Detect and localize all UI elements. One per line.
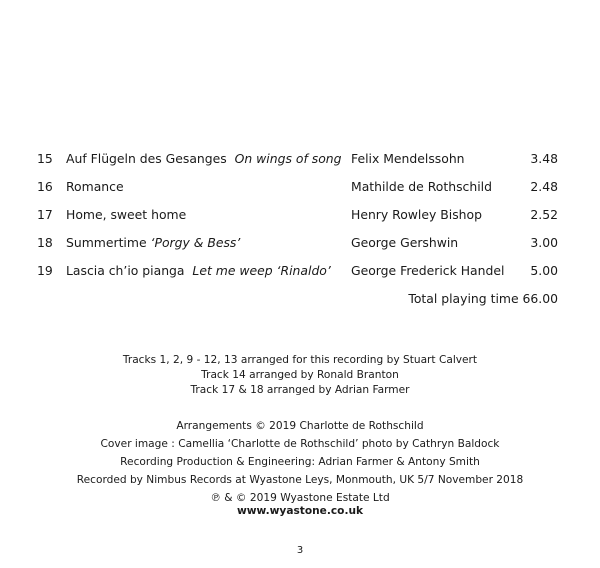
track-title-subtitle: ‘Porgy & Bess’ bbox=[150, 235, 241, 250]
track-number: 19 bbox=[37, 263, 53, 278]
track-composer: Mathilde de Rothschild bbox=[351, 179, 492, 194]
arrangement-note: Track 14 arranged by Ronald Branton bbox=[201, 369, 399, 381]
track-row bbox=[0, 234, 600, 262]
track-duration: 3.00 bbox=[530, 235, 558, 250]
track-row bbox=[0, 206, 600, 234]
track-title bbox=[66, 234, 240, 252]
arrangement-note: Tracks 1, 2, 9 - 12, 13 arranged for this recording by Stuart Calvert bbox=[122, 354, 478, 366]
track-composer: George Frederick Handel bbox=[351, 263, 505, 278]
track-title-main: Lascia ch’io pianga bbox=[66, 263, 185, 278]
track-title: Romance bbox=[66, 179, 124, 194]
track-row bbox=[0, 178, 600, 206]
credit-line: Cover image : Camellia ‘Charlotte de Rothschild’ photo by Cathryn Baldock bbox=[100, 438, 500, 450]
track-title-subtitle: Let me weep ‘Rinaldo’ bbox=[192, 263, 331, 278]
track-title-main: Auf Flügeln des Gesanges bbox=[66, 151, 227, 166]
track-number: 17 bbox=[37, 207, 53, 222]
track-number: 18 bbox=[37, 235, 53, 250]
page-number: 3 bbox=[296, 545, 304, 556]
credit-line: Recording Production & Engineering: Adrian Farmer & Antony Smith bbox=[120, 456, 480, 468]
track-title bbox=[66, 150, 342, 168]
credit-line: ℗ & © 2019 Wyastone Estate Ltd bbox=[210, 492, 390, 504]
track-title bbox=[66, 262, 331, 280]
track-title: Home, sweet home bbox=[66, 207, 187, 222]
track-list bbox=[0, 150, 600, 290]
track-title-subtitle: On wings of song bbox=[234, 151, 342, 166]
track-duration: 2.52 bbox=[530, 207, 558, 222]
track-duration: 2.48 bbox=[530, 179, 558, 194]
track-number: 16 bbox=[37, 179, 53, 194]
track-row bbox=[0, 150, 600, 178]
track-row bbox=[0, 262, 600, 290]
website-link[interactable]: www.wyastone.co.uk bbox=[236, 505, 364, 517]
production-credits bbox=[0, 417, 600, 507]
track-composer: George Gershwin bbox=[351, 235, 459, 250]
track-composer: Felix Mendelssohn bbox=[351, 151, 465, 166]
track-composer: Henry Rowley Bishop bbox=[351, 207, 482, 222]
credit-line: Recorded by Nimbus Records at Wyastone Leys, Monmouth, UK 5/7 November 2018 bbox=[76, 474, 524, 486]
arrangement-note: Track 17 & 18 arranged by Adrian Farmer bbox=[190, 384, 410, 396]
track-duration: 3.48 bbox=[530, 151, 558, 166]
track-title-main: Summertime bbox=[66, 235, 147, 250]
arrangement-notes bbox=[0, 353, 600, 398]
credit-line: Arrangements © 2019 Charlotte de Rothschild bbox=[176, 420, 424, 432]
track-number: 15 bbox=[37, 151, 53, 166]
total-playing-time: Total playing time 66.00 bbox=[408, 291, 558, 306]
track-duration: 5.00 bbox=[530, 263, 558, 278]
